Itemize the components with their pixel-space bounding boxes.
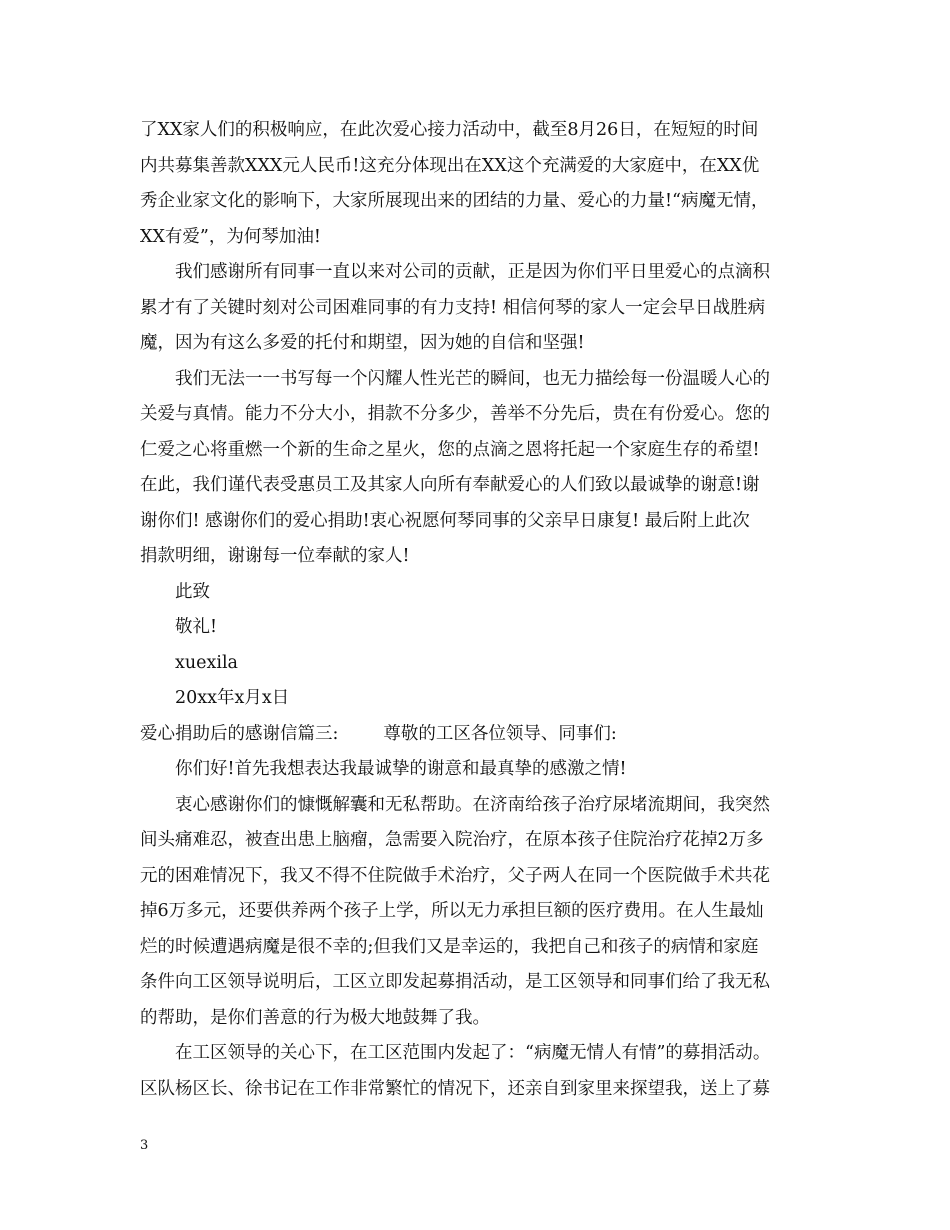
section-heading-addressee: 尊敬的工区各位领导、同事们: (383, 723, 617, 744)
text-line: 仁爱之心将重燃一个新的生命之星火，您的点滴之恩将托起一个家庭生存的希望! (140, 439, 760, 460)
text-line: 间头痛难忍，被查出患上脑瘤，急需要入院治疗，在原本孩子住院治疗花掉2万多 (140, 830, 764, 850)
section-heading (140, 717, 830, 753)
text-line: 在此，我们谨代表受惠员工及其家人向所有奉献爱心的人们致以最诚挚的谢意!谢 (140, 475, 760, 495)
paragraph-start-line: 你们好!首先我想表达我最诚挚的谢意和最真挚的感激之情! (175, 759, 627, 779)
text-line: 关爱与真情。能力不分大小，捐款不分多少，善举不分先后，贵在有份爱心。您的 (140, 404, 770, 424)
date-line: 20xx年x月x日 (175, 688, 290, 708)
closing-line: 此致 (175, 581, 210, 602)
paragraph-start-line: 我们感谢所有同事一直以来对公司的贡献，正是因为你们平日里爱心的点滴积 (175, 262, 770, 282)
salutation-line: 敬礼! (175, 617, 218, 637)
section-heading-title: 爱心捐助后的感谢信篇三: (140, 723, 339, 744)
text-line: 条件向工区领导说明后，工区立即发起募捐活动，是工区领导和同事们给了我无私 (140, 972, 770, 992)
document-body (140, 113, 830, 1107)
text-line: 魔，因为有这么多爱的托付和期望，因为她的自信和坚强! (140, 333, 585, 353)
text-line: 捐款明细，谢谢每一位奉献的家人! (140, 546, 410, 566)
paragraph-start-line: 在工区领导的关心下，在工区范围内发起了：“病魔无情人有情”的募捐活动。 (175, 1043, 771, 1063)
text-line: 累才有了关键时刻对公司困难同事的有力支持! 相信何琴的家人一定会早日战胜病 (140, 297, 766, 318)
text-line: 内共募集善款XXX元人民币!这充分体现出在XX这个充满爱的大家庭中，在XX优 (140, 155, 760, 176)
text-line: 秀企业家文化的影响下，大家所展现出来的团结的力量、爱心的力量!“病魔无情， (140, 191, 769, 211)
page-number: 3 (140, 1138, 149, 1153)
text-line: 了XX家人们的积极响应，在此次爱心接力活动中，截至8月26日，在短短的时间 (140, 120, 759, 140)
text-line: 谢你们! 感谢你们的爱心捐助!衷心祝愿何琴同事的父亲早日康复! 最后附上此次 (140, 510, 750, 531)
text-line: XX有爱”，为何琴加油! (140, 226, 321, 247)
text-line: 掉6万多元，还要供养两个孩子上学，所以无力承担巨额的医疗费用。在人生最灿 (140, 901, 764, 921)
paragraph-start-line: 我们无法一一书写每一个闪耀人性光芒的瞬间，也无力描绘每一份温暖人心的 (175, 368, 770, 389)
text-line: 的帮助，是你们善意的行为极大地鼓舞了我。 (140, 1007, 490, 1028)
paragraph-start-line: 衷心感谢你们的慷慨解囊和无私帮助。在济南给孩子治疗尿堵流期间，我突然 (175, 794, 770, 815)
text-line: 区队杨区长、徐书记在工作非常繁忙的情况下，还亲自到家里来探望我，送上了募 (140, 1078, 770, 1099)
text-line: 烂的时候遭遇病魔是很不幸的;但我们又是幸运的，我把自己和孩子的病情和家庭 (140, 936, 759, 957)
text-line: 元的困难情况下，我又不得不住院做手术治疗，父子两人在同一个医院做手术共花 (140, 865, 770, 886)
signature-line: xuexila (175, 652, 238, 673)
